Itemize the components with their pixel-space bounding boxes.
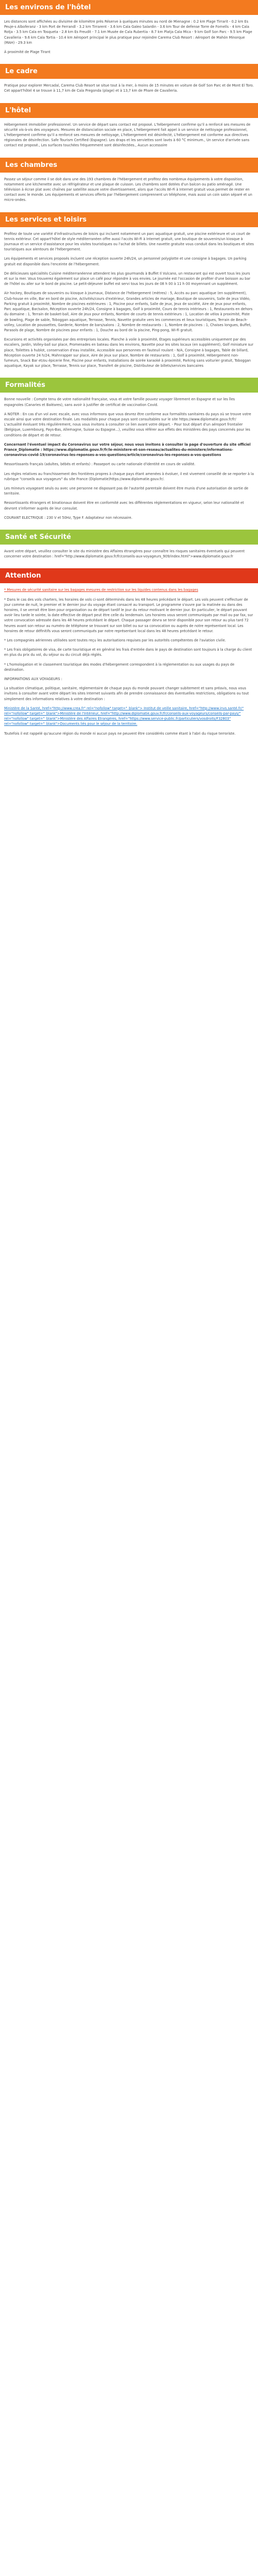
section-body-cadre [0,79,258,103]
environs-distances: Les distances sont affichées au divisime de kilomètre près Réserve à quelques minutes au nord de Mienagne : 0.2 km Plage Tirrarit - 0.2 km Es Peuje-s Alboferanz - 3 km Port de Ferrandl - 3.2 km Tirrarent - 3.6 km Cala Galeo Salardin - 3.6 km Tour de defense Torre de Fornells - 4 km Cala Rotja - 3.5 km Cala en Tosqueta - 2.8 km Es Freudit - 7.1 km Musée de Cala Rubertia - 8.7 km Platja Cala Mica - 9 km Golf Son Parc - 9.5 km Plage Cavalleria - 9.6 km Cala Tortia - 10.4 km Aéroport principal le plus pratique pour rejoindre Carema Club Resort : Aéroport de Mahón Minorque (MAH) - 29.3 km [4,20,252,45]
section-title-services: Les services et loisirs [0,212,258,227]
services-text-4: Air hockey, Boutiques de souvenirs ou kiosque à journaux, Distance de l'hébergement (mètres) : 5, Accès au parc aquatique (en supplément), Club-house en ville, Bar en bord de piscine, Activités/cours d'extérieur, Grandes articles de mariage, Boutique de souvenirs, Salle de jeux Vidéo, Parking gratuit à proximité, Nombre de piscines extérieures : 1, Piscine pour enfants, Salle de jeux, Jeux de société, Aire de jeux pour enfants, Parc aquatique, Bar/salon, Réception ouverte 24h/24, Consigne à bagages, Golf à proximité, Cours de tennis intérieurs : 1, Restaurants en dehors du domaine : 1, Terrain de basket-ball, Aire de jeux pour enfants, Nombre de courts de tennis extérieurs : 1, Location de vélos à proximité, Piste de bowling, Plage de sable, Toboggan aquatique, Terrasse, Tennis, Navette gratuite vers les commerces et lieux touristiques, Terrain de Beach-volley, Location de poussettes, Garderie, Nombre de bars/salons : 2, Nombre de restaurants : 1, Nombre de piscines : 1, Chaises longues, Buffet, Parasols de plage, Nombre de piscines pour enfants : 1, Douche au bord de la piscine, Ping-pong, Wi-Fi gratuit. [4,291,253,332]
services-text-3: De délicieuses spécialités Cuisine méditerranéenne attendent les plus gourmands à Buffet Il Vulcano, un restaurant qui est ouvert tous les jours et sur la mer. Vous trouverez également sur place un café pour répondre à vos envies. Le journée est l'occasion de profiter d'une boisson au bar de l'hôtel ou aller sur le bord de piscine. Le petit-déjeuner buffet est servi tous les jours de 08 h 00 à 11 h 00 moyennant un supplément. [4,271,251,286]
section-body-environs [0,15,258,64]
chambres-text: Passez un séjour comme il se doit dans une des 193 chambres de l'hébergement et profitez des nombreux équipements à votre disposition, notamment une kitchenette avec un réfrigérateur et une plaque de cuisson. Les chambres sont dotées d'un balcon ou patio aménagé. Une télévision à écran plat avec chaînes par satellite assure votre divertissement, alors que l'accès Wi-Fi à Internet gratuit vous permet de rester en contact avec le monde. Les équipements et services offerts par l'hébergement comprennent un téléphone, mais aussi un coin salon séparé et un micro-ondes. [4,177,252,202]
section-body-services [0,227,258,378]
section-body-attention [0,583,258,745]
environs-nearby: À proximité de Plage Tirant [4,50,51,55]
page [0,0,258,745]
cadre-text: Pratique pour explorer Mercadal, Carema Club Resort se situe tout à la mer, à moins de 15 minutes en voiture de Golf Son Parc et de Mont El Toro. Cet appart'hôtel 4 se trouve à 11,7 km de Cala Pregonda (plage) et à 13,7 km de Phare de Cavalleria. [4,83,254,93]
formalites-text-3: Concernant l'éventuel impact du Coronavirus sur votre séjour, nous vous invitons à consulter la page d'ouverture du site officiel France_Diplomatie : https://www.diplomatie.gouv.fr/fr/le-ministere-et-son-reseau/actualites-du-ministere/informations-coronavirus-covid-19/coronavirus-les-reponses-a-vos-questions/article/coronavirus-les-reponses-a-vos-questions [4,442,251,457]
hotel-text: Hébergement immobilier professionnel. Un service de départ sans contact est proposé. L'hébergement confirme qu'il a renforcé ses mesures de sécurité vis-à-vis des voyageurs. Mesures de distanciation sociale en place, L'hébergement fait appel à un service de nettoyage professionnel, L'hébergement confirme qu'il a renforcé ses mesures de nettoyage, L'hébergement est désinfecté, L'hébergement est conforme aux directives régionales de désinfection. Safe Tourism Certified (Espagne). Les draps et les serviettes sont lavés à 60 °C minimum., Un service d'arrivée sans contact est proposé., Les surfaces touchées fréquemment sont désinfectées., Aucun accessoire [4,122,251,148]
formalites-text-2: A NOTER : En cas d'un vol avec escale, avec vous informons que vous devrez être conforme aux formalités sanitaires du pays où se trouve votre escale ainsi que votre destination finale. Les modalités pour chaque pays sont consultables sur le site https://www.diplomatie.gouv.fr/fr/ L'actualité évoluant très régulièrement, nous vous invitons à consulter ce lien avant votre départ. - Pour tout départ d'un aéroport frontalier (Belgique, Luxembourg, Pays-Bas, Allemagne, Suisse ou Espagne...), veuillez vous référer aux effets des ministères des pays concernés pour les conditions de départ et de retour. [4,412,251,437]
services-text-5: Excursions et activités organisées par des entreprises locales. Planche à voile à proximité, Étages supérieurs accessibles uniquement par des escaliers, Jardin, Volley-ball sur place, Promenades en bateau dans les environs, Navette pour les sites locaux (en supplément), Golf miniature sur place, Toilettes à hublot, conservation d'eau installée, Accessible aux personnes en fauteuil roulant - N/A, Consigne à bagages, Table de billard, Réception ouverte 24 h/24, Mahnrapper sur place, Aire de jeux sur place, Nombre de restaurants : 1, Golf à proximité, Hébergement non-fumeurs, Snack Bar et/ou épicerie fine, Piscine pour enfants, Installations de soirée karaoké à proximité, Parking sans voiturier gratuit, Toboggan aquatique, Kayak sur place, Terrasse, Tennis sur place, Transfert de piscine, Distributeur de billets/services bancaires [4,337,253,368]
section-title-chambres: Les chambres [0,158,258,173]
section-title-attention: Attention [0,568,258,583]
attention-text-2: * Dans le cas des vols charters, les horaires de vols ci-sont déterminés dans les 48 heures précédant le départ. Les vols peuvent s'effectuer de jour comme de nuit, le premier et le dernier jour du voyage étant consacré au transport. Le programme s'ouvre par la matinée ou dans des horaires, il se verrait être bien pour organisation ou de départ tardif le jour du retour motivant le dernier jour. En particulier, le départ pouvant avoir lieu tarde le soirée, la date effective de départ peut être celle du lendemain. Les horaires vous seront communiqués par mail ou par fax, sur votre convocation adressée dans les 48 heures précédant le départ. Chaque passager devra se tenir disponible pour son retour au plus tard 72 heures avant son retour au numéro de téléphone se trouvant sur son billet ou sur sa convocation ou auprès de notre représentant local. Les horaires de retour définitifs vous seront communiqués par notre représentant local dans les 48 heures précédant le retour. [4,597,253,633]
attention-text-5: * L'homologation et le classement touristique des modes d'hébergement correspondent à la réglementation ou aux usages du pays de destination. [4,662,235,672]
formalites-text-1: Bonne nouvelle : Compte tenu de votre nationalité française, vous et votre famille pouvez voyager librement en Espagne et sur les îles espagnoles (Canaries et Baléares), sans avoir à justifier de certificat de vaccination Covid. [4,397,235,407]
section-title-formalites: Formalités [0,378,258,393]
attention-links[interactable]: Ministère de la Santé, href="http://www.crea.fr" rel="nofollow" target="_blank"> Institut de veille sanitaire, href="http://www.invs.santé.fr/" rel="nofollow" target="_blank">Ministère de l'Intérieur, href="http://www.diplomatie.gouv.fr/fr/conseils-aux-voyageurs/conseils-par-pays/" rel="nofollow" target="_blank">Ministère des Affaires Étrangères, href="https://www.service-public.fr/particuliers/vosdroits/F32803" rel="nofollow" target="_blank">Documents liés pour le séjour de la territoire. [4,706,244,726]
section-body-formalites [0,393,258,530]
services-text-1: Profitez de toute une variété d'infrastructures de loisirs qui incluent notamment un parc aquatique gratuit, une piscine extérieure et un court de tennis extérieur. Cet appart'hôtel de style méditerranéen offre aussi l'accès Wi-Fi à Internet gratuit, une boutique de souvenirs/un kiosque à journaux et un service d'assistance pour les visites touristiques ou l'achat de billets. Une navette gratuite vous conduit dans les boutiques et sites touristiques aux alentours de l'hébergement. [4,231,254,252]
attention-text-6: INFORMATIONS AUX VOYAGEURS : [4,677,62,682]
formalites-text-4: Ressortissants français (adultes, bébés et enfants) : Passeport ou carte nationale d'identité en cours de validité. [4,462,196,467]
attention-text-4: * Les frais obligatoires de visa, de carte touristique et en général les frais d'entrée dans le pays de destination sont toujours à la charge du client en plus du prix du vol, du séjour ou du circuit déjà réglés. [4,648,252,657]
formalites-text-5: Les règles relatives au franchissement des frontières propres à chaque pays étant amenées à évoluer, il est vivement conseillé de se reporter à la rubrique "conseils aux voyageurs" du site France (Diplomatie)https://www.diplomatie.gouv.fr/. [4,471,254,481]
formalites-text-8: COURANT ELECTRIQUE : 230 V et 50Hz, Type F. Adaptateur non nécessaire. [4,515,133,520]
attention-text-7: La situation climatique, politique, sanitaire, réglementaire de chaque pays du monde pouvant changer subitement et sans préavis, nous vous invitons à consulter avant votre départ les sites Internet suivants afin de prendre connaissance des éventuelles restrictions, obligations ou tout simplement des informations relatives à votre destination : [4,686,249,701]
section-title-cadre: Le cadre [0,64,258,79]
formalites-text-6: Les mineurs voyageant seuls ou avec une personne ne disposant pas de l'autorité parentale doivent être munis d'une autorisation de sortie de territoire. [4,486,249,496]
section-body-hotel [0,118,258,158]
attention-text-9: Toutefois il est rappelé qu'aucune région du monde ni aucun pays ne peuvent être considérés comme étant à l'abri du risque terroriste. [4,731,236,736]
section-body-sante [0,545,258,568]
section-title-sante: Santé et Sécurité [0,530,258,545]
attention-text-3: * Les compagnies aériennes utilisées sont toutes reçu les autorisations requises par les autorités compétentes de l'aviation civile. [4,638,226,643]
sante-text: Avant votre départ, veuillez consulter le site du ministère des Affaires étrangères pour connaître les risques sanitaires éventuels qui peuvent concerner votre destination : href="http://www.diplomatie.gouv.fr/fr/conseils-aux-voyageurs_909/index.html">www.diplomatie.gouv.fr [4,549,245,559]
section-title-hotel: L'hôtel [0,103,258,118]
attention-text-1[interactable]: * Mesures de sécurité sanitaire sur les bagages mesures de restriction sur les liquides contenus dans les bagages [4,588,199,592]
section-title-environs: Les environs de l'hôtel [0,0,258,15]
services-text-2: Les équipements et services proposés incluent une réception ouverte 24h/24, un personnel polyglotte et une consigne à bagages. Un parking gratuit est disponible dans l'enceinte de l'hébergement. [4,257,247,266]
formalites-text-7: Ressortissants étrangers et binationaux doivent être en conformité avec les différentes réglementations en vigueur, selon leur nationalité et devront s'informer auprès de leur consulat. [4,501,244,511]
section-body-chambres [0,173,258,212]
